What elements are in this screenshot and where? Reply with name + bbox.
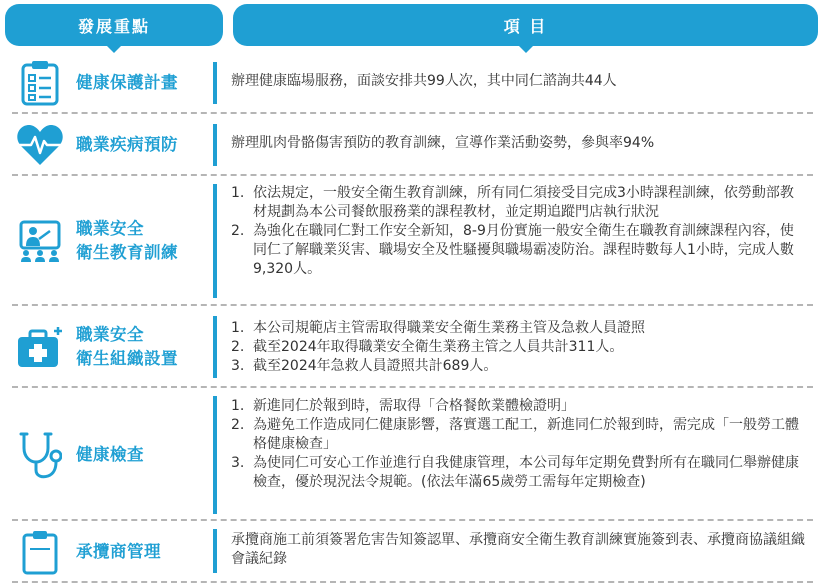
list-item: 2. 為避免工作造成同仁健康影響，落實選工配工，新進同仁於報到時，需完成「一般勞工體格健康檢查」 xyxy=(231,417,799,452)
category-label: 職業疾病預防 xyxy=(76,135,178,154)
clipboard-checklist-icon xyxy=(14,58,66,108)
divider-bar xyxy=(213,62,217,104)
divider-bar xyxy=(213,124,217,166)
divider-bar xyxy=(213,529,217,573)
category-cell xyxy=(0,306,215,388)
category-label: 健康檢查 xyxy=(76,444,144,464)
contractor-clipboard-icon xyxy=(14,527,66,577)
category-cell xyxy=(0,176,215,306)
list-item: 1. 本公司規範店主管需取得職業安全衛生業務主管及急救人員證照 xyxy=(231,320,645,336)
header-items xyxy=(233,4,818,46)
item-content xyxy=(231,134,806,153)
item-content xyxy=(231,397,806,492)
item-content xyxy=(231,72,806,91)
header-focus-area xyxy=(5,4,223,46)
row-contractor-management xyxy=(0,521,825,583)
list-item: 1. 新進同仁於報到時，需取得「合格餐飲業體檢證明」 xyxy=(231,398,575,414)
category-label: 承攬商管理 xyxy=(76,542,161,561)
item-text: 辦理肌肉骨骼傷害預防的教育訓練，宣導作業活動姿勢，參與率94% xyxy=(231,135,655,151)
row-occupational-disease xyxy=(0,114,825,176)
training-presentation-icon xyxy=(14,216,66,266)
stethoscope-icon xyxy=(14,430,66,480)
heart-pulse-icon xyxy=(14,120,66,170)
category-label: 健康保護計畫 xyxy=(76,73,178,92)
category-cell xyxy=(0,521,215,583)
category-cell xyxy=(0,388,215,521)
category-cell xyxy=(0,114,215,176)
row-divider xyxy=(12,581,813,583)
category-cell xyxy=(0,52,215,114)
divider-bar xyxy=(213,316,217,378)
list-item: 2. 截至2024年取得職業安全衛生業務主管之人員共計311人。 xyxy=(231,339,624,355)
row-health-check xyxy=(0,388,825,521)
divider-bar xyxy=(213,396,217,514)
item-text: 承攬商施工前須簽署危害告知簽認單、承攬商安全衛生教育訓練實施簽到表、承攬商協議組織會議紀錄 xyxy=(231,532,805,567)
list-item: 3. 為使同仁可安心工作並進行自我健康管理，本公司每年定期免費對所有在職同仁舉辦健康檢查，優於現況法令規範。(依法年滿65歲勞工需每年定期檢查) xyxy=(231,455,799,490)
category-label: 職業安全 衛生教育訓練 xyxy=(76,219,178,262)
divider-bar xyxy=(213,184,217,298)
header-items-label: 項 目 xyxy=(503,16,548,36)
row-health-protection xyxy=(0,52,825,114)
category-label: 職業安全 衛生組織設置 xyxy=(76,325,178,368)
row-safety-organization xyxy=(0,306,825,388)
header-focus-label: 發展重點 xyxy=(77,16,150,36)
item-content xyxy=(231,531,806,569)
list-item: 1. 依法規定，一般安全衛生教育訓練，所有同仁須接受目完成3小時課程訓練，依勞動部教材規劃為本公司餐飲服務業的課程教材，並定期追蹤門店執行狀況 xyxy=(231,185,794,220)
first-aid-kit-icon xyxy=(14,322,66,372)
row-safety-training xyxy=(0,176,825,306)
list-item: 3. 截至2024年急救人員證照共計689人。 xyxy=(231,358,498,374)
item-content xyxy=(231,184,806,279)
item-text: 辦理健康臨場服務，面談安排共99人次，其中同仁諮詢共44人 xyxy=(231,73,617,89)
item-content xyxy=(231,319,806,376)
list-item: 2. 為強化在職同仁對工作安全新知，8-9月份實施一般安全衛生在職教育訓練課程內容，使同仁了解職業災害、職場安全及性騷擾與職場霸凌防治。課程時數每人1小時，完成人數9,320人。 xyxy=(231,223,794,277)
